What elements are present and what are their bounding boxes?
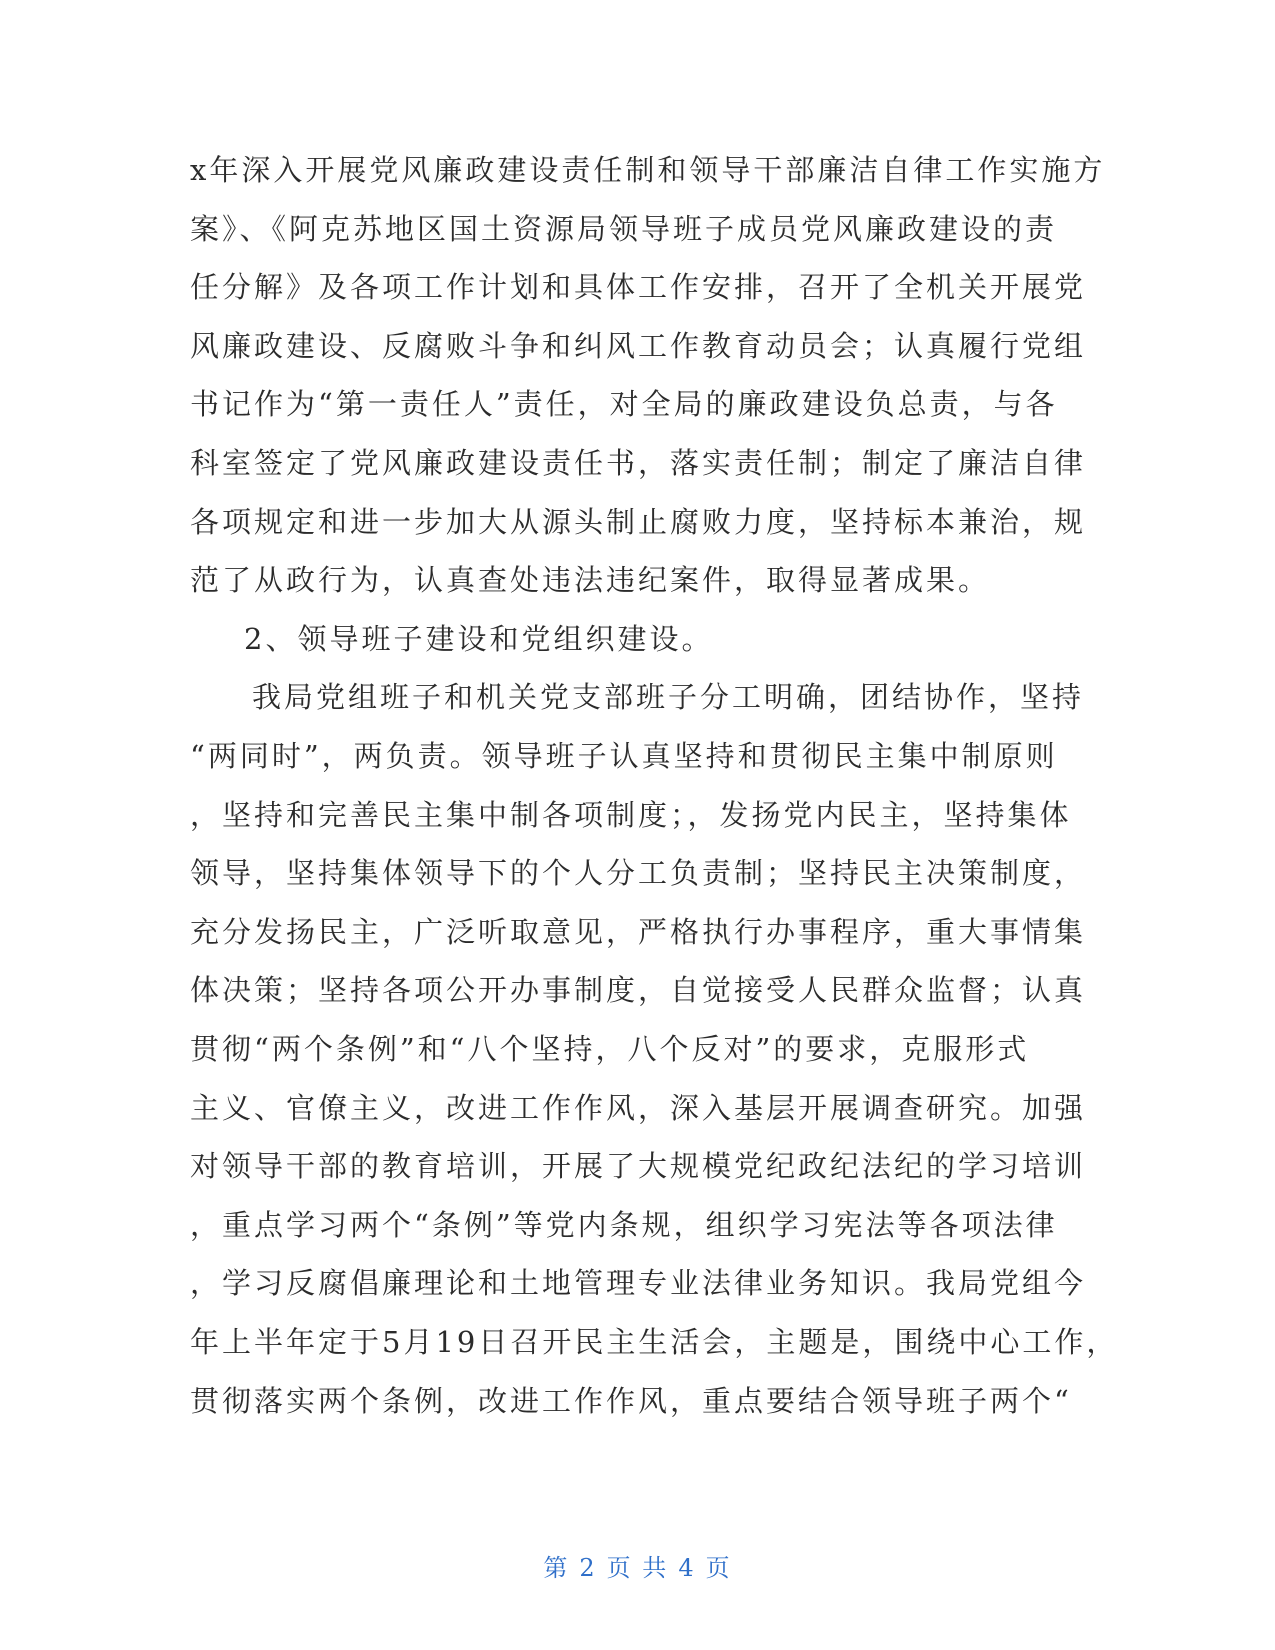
body-line-13: 领导，坚持集体领导下的个人分工负责制；坚持民主决策制度，: [190, 856, 1087, 890]
footer-total-pages: 4: [678, 1554, 696, 1582]
body-line-2: 案》、《阿克苏地区国土资源局领导班子成员党风廉政建设的责: [190, 212, 1058, 246]
body-line-15: 体决策；坚持各项公开办事制度，自觉接受人民群众监督；认真: [190, 973, 1087, 1007]
body-line-17: 主义、官僚主义，改进工作作风，深入基层开展调查研究。加强: [190, 1091, 1087, 1125]
page-footer: [0, 1548, 1275, 1583]
body-line-6: 科室签定了党风廉政建设责任书，落实责任制；制定了廉洁自律: [190, 446, 1087, 480]
body-line-14: 充分发扬民主，广泛听取意见，严格执行办事程序，重大事情集: [190, 915, 1087, 949]
body-line-5: 书记作为“第一责任人”责任，对全局的廉政建设负总责，与各: [190, 387, 1058, 421]
body-line-3: 任分解》及各项工作计划和具体工作安排，召开了全机关开展党: [190, 270, 1087, 304]
section-heading: 2、领导班子建设和党组织建设。: [244, 622, 714, 656]
body-line-19: ，重点学习两个“条例”等党内条规，组织学习宪法等各项法律: [190, 1208, 1058, 1242]
body-line-10: 我局党组班子和机关党支部班子分工明确，团结协作，坚持: [252, 680, 1085, 714]
body-line-11: “两同时”，两负责。领导班子认真坚持和贯彻民主集中制原则: [190, 739, 1058, 773]
body-line-4: 风廉政建设、反腐败斗争和纠风工作教育动员会；认真履行党组: [190, 329, 1087, 363]
body-line-20: ，学习反腐倡廉理论和土地管理专业法律业务知识。我局党组今: [190, 1266, 1087, 1300]
footer-suffix: 页: [705, 1554, 732, 1582]
body-line-18: 对领导干部的教育培训，开展了大规模党纪政纪法纪的学习培训: [190, 1149, 1087, 1183]
footer-prefix: 第: [543, 1554, 570, 1582]
body-line-1: x年深入开展党风廉政建设责任制和领导干部廉洁自律工作实施方: [190, 153, 1106, 187]
body-line-7: 各项规定和进一步加大从源头制止腐败力度，坚持标本兼治，规: [190, 505, 1087, 539]
body-line-16: 贯彻“两个条例”和“八个坚持，八个反对”的要求，克服形式: [190, 1032, 1030, 1066]
body-line-22: 贯彻落实两个条例，改进工作作风，重点要结合领导班子两个“: [190, 1384, 1072, 1418]
body-line-12: ，坚持和完善民主集中制各项制度；，发扬党内民主，坚持集体: [190, 798, 1072, 832]
footer-middle: 页 共: [606, 1554, 669, 1582]
body-line-21: 年上半年定于5月19日召开民主生活会，主题是，围绕中心工作，: [190, 1325, 1119, 1359]
footer-current-page: 2: [579, 1554, 597, 1582]
body-line-8: 范了从政行为，认真查处违法违纪案件，取得显著成果。: [190, 563, 991, 597]
